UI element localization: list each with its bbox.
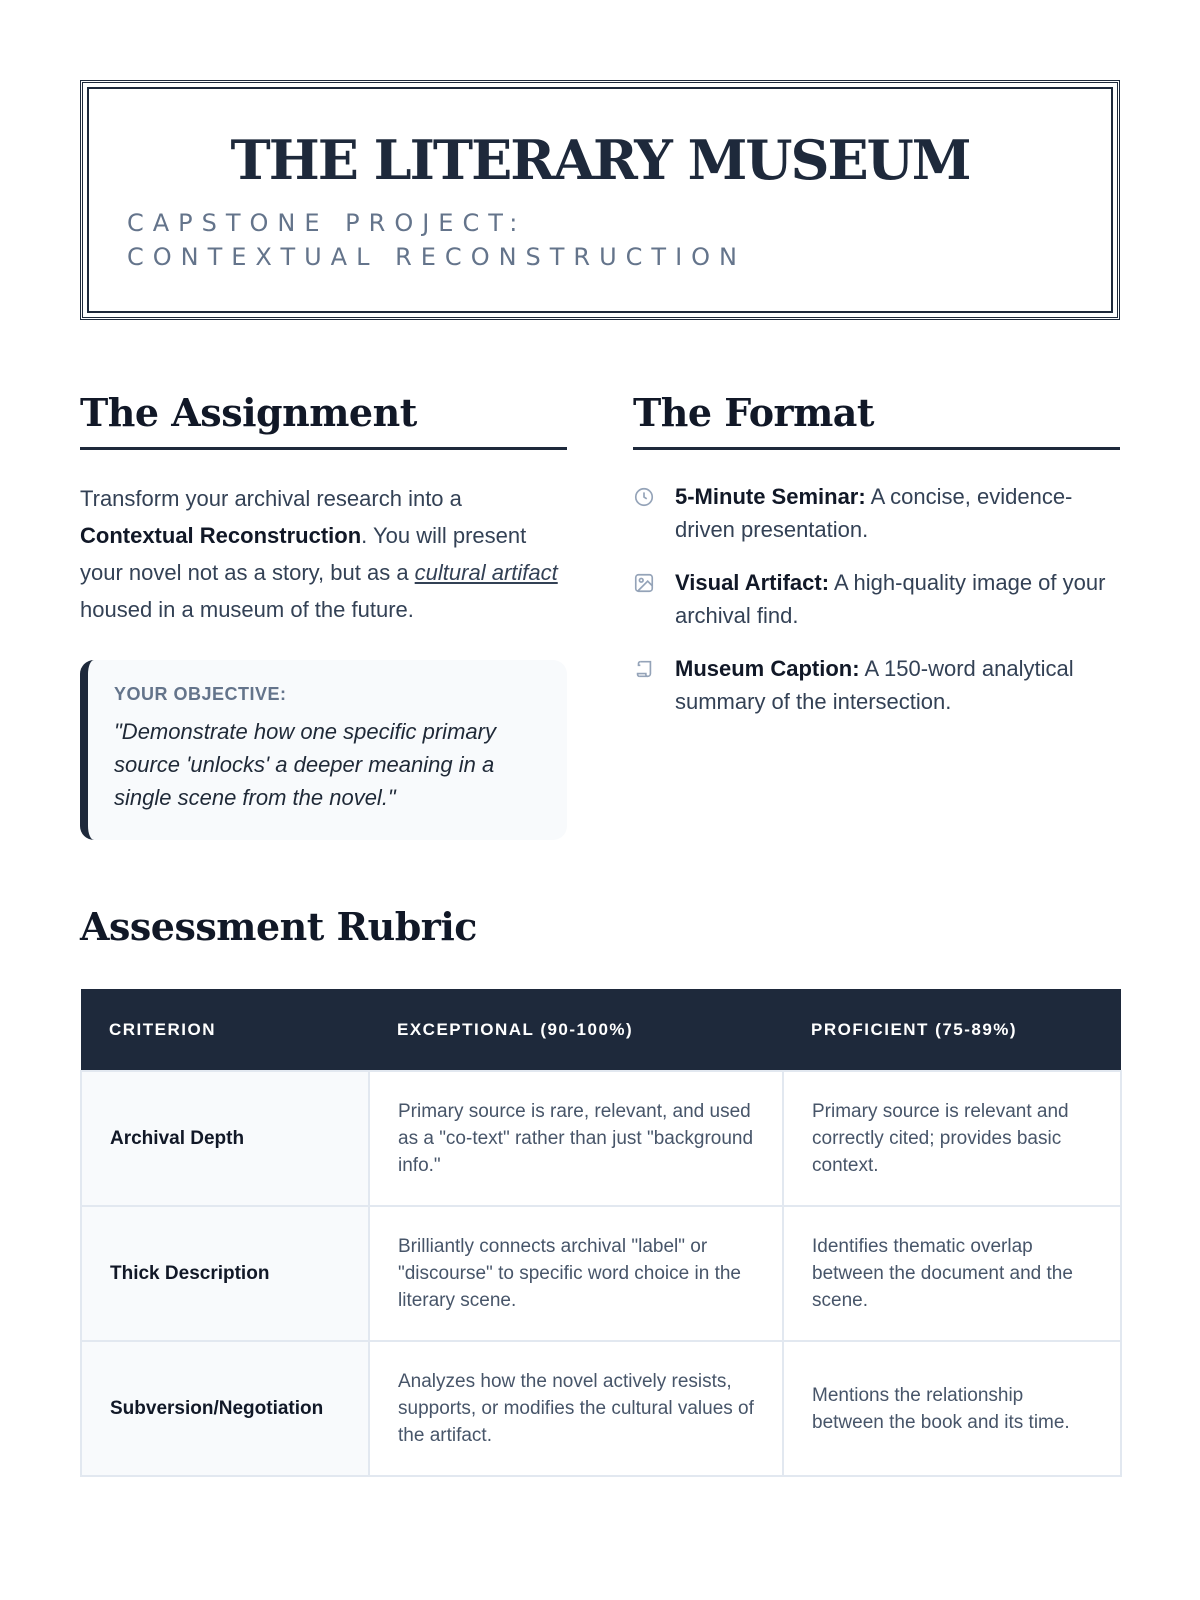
scroll-icon [633,658,655,680]
assignment-heading: The Assignment [80,390,567,450]
column-header-exceptional: EXCEPTIONAL (90-100%) [369,989,783,1071]
proficient-cell: Identifies thematic overlap between the document and the scene. [783,1206,1121,1341]
format-heading: The Format [633,390,1120,450]
header-banner [80,80,1120,320]
format-item-title: Visual Artifact: [675,570,830,595]
two-column-section [80,390,1120,840]
format-item-visual [633,566,1120,632]
rubric-table [80,989,1122,1477]
objective-label: YOUR OBJECTIVE: [114,684,287,704]
format-item-caption [633,652,1120,718]
format-item-desc: A high-quality image of your archival find. [675,570,1106,628]
assignment-text-part: . You will present your novel not as a story, but as a [80,523,527,585]
column-header-criterion: CRITERION [81,989,369,1071]
exceptional-cell: Analyzes how the novel actively resists, supports, or modifies the cultural values of the artifact. [369,1341,783,1476]
format-item-text [675,652,1120,718]
criterion-cell: Subversion/Negotiation [81,1341,369,1476]
criterion-cell: Thick Description [81,1206,369,1341]
objective-callout [80,660,567,840]
exceptional-cell: Primary source is rare, relevant, and used as a "co-text" rather than just "background info." [369,1071,783,1206]
assignment-description [80,480,567,628]
clock-icon [633,486,655,508]
format-item-seminar [633,480,1120,546]
format-item-text [675,566,1120,632]
table-row [81,1206,1121,1341]
assignment-text-part: Transform your archival research into a [80,486,462,511]
format-item-desc: A 150-word analytical summary of the intersection. [675,656,1074,714]
rubric-heading: Assessment Rubric [80,904,477,949]
page-title: THE LITERARY MUSEUM [230,128,970,192]
page-subtitle: CAPSTONE PROJECT: CONTEXTUAL RECONSTRUCTION [127,209,747,272]
criterion-cell: Archival Depth [81,1071,369,1206]
table-row [81,1341,1121,1476]
image-icon [633,572,655,594]
assignment-section [80,390,567,840]
rubric-header-row [81,989,1121,1071]
proficient-cell: Primary source is relevant and correctly cited; provides basic context. [783,1071,1121,1206]
objective-quote: "Demonstrate how one specific primary source 'unlocks' a deeper meaning in a single scene from the novel." [114,719,496,810]
format-section [633,390,1120,840]
format-list [633,480,1120,718]
format-item-desc: A concise, evidence-driven presentation. [675,484,1073,542]
assignment-text-bold: Contextual Reconstruction [80,523,362,548]
column-header-proficient: PROFICIENT (75-89%) [783,989,1121,1071]
assignment-text-emphasis: cultural artifact [414,560,558,585]
proficient-cell: Mentions the relationship between the book and its time. [783,1341,1121,1476]
format-item-text [675,480,1120,546]
format-item-title: Museum Caption: [675,656,860,681]
assignment-text-part: housed in a museum of the future. [80,597,414,622]
table-row [81,1071,1121,1206]
format-item-title: 5-Minute Seminar: [675,484,866,509]
exceptional-cell: Brilliantly connects archival "label" or "discourse" to specific word choice in the literary scene. [369,1206,783,1341]
